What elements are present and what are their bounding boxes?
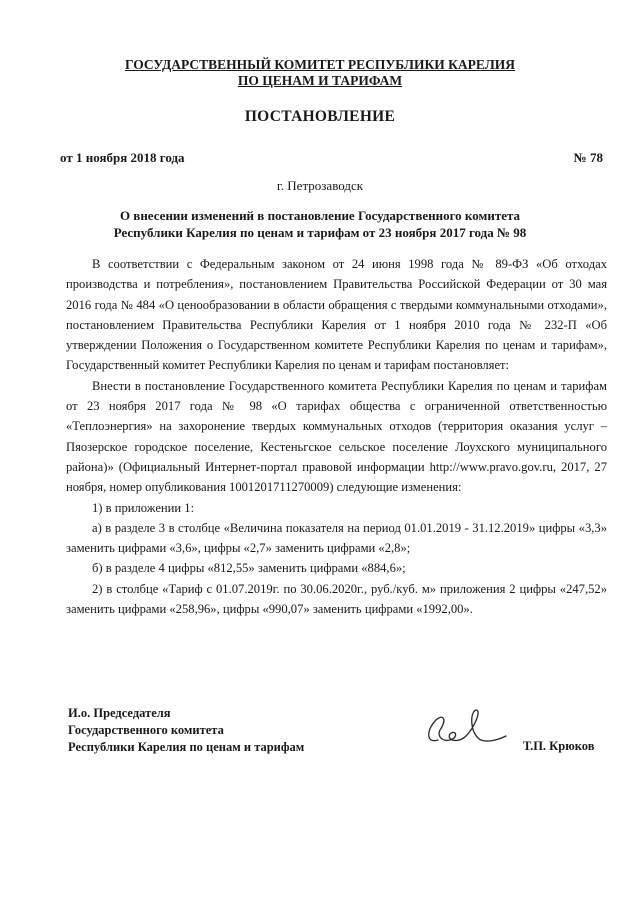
document-subject bbox=[0, 207, 640, 241]
body-item-1: 1) в приложении 1: bbox=[92, 500, 195, 515]
signatory-position-line-1: И.о. Председателя bbox=[68, 706, 171, 720]
document-date: от 1 ноября 2018 года bbox=[60, 150, 185, 165]
body-item-1b: б) в разделе 4 цифры «812,55» заменить цифрами «884,6»; bbox=[92, 561, 406, 576]
subject-line-2: Республики Карелия по ценам и тарифам от 23 ноября 2017 года № 98 bbox=[113, 225, 527, 240]
body-item-2: 2) в столбце «Тариф с 01.07.2019г. по 30.06.2020г., руб./куб. м» приложения 2 цифры «247,52» заменить цифрами «258,96», цифры «990,07» заменить цифрами «1992,00». bbox=[66, 581, 607, 617]
body-paragraph-preamble: В соответствии с Федеральным законом от 24 июня 1998 года № 89-ФЗ «Об отходах производства и потребления», постановлением Правительства Российской Федерации от 30 мая 2016 года № 484 «О ценообразовании в области обращения с твердыми коммунальными отходами», постановлением Правительства Республики Карелия от 1 ноября 2010 года № 232-П «Об утверждении Положения о Государственном комитете Республики Карелия по ценам и тарифам», Государственный комитет Республики Карелия по ценам и тарифам постановляет: bbox=[66, 257, 607, 373]
subject-line-1: О внесении изменений в постановление Государственного комитета bbox=[119, 208, 521, 223]
agency-name-line-1: ГОСУДАРСТВЕННЫЙ КОМИТЕТ РЕСПУБЛИКИ КАРЕЛИЯ bbox=[124, 57, 516, 72]
signatory-name: Т.П. Крюков bbox=[523, 739, 595, 753]
document-number: № 78 bbox=[573, 150, 603, 165]
signatory-position-line-3: Республики Карелия по ценам и тарифам bbox=[68, 740, 305, 754]
document-city: г. Петрозаводск bbox=[276, 178, 364, 193]
body-paragraph-resolution: Внести в постановление Государственного комитета Республики Карелия по ценам и тарифам от 23 ноября 2017 года № 98 «О тарифах общества с ограниченной ответственностью «Теплоэнергия» на захоронение твердых коммунальных отходов (территория оказания услуг – Пяозерское городское поселение, Кестеньгское сельское поселение Лоухского муниципального района)» (Официальный Интернет-портал правовой информации http://www.pravo.gov.ru, 2017, 27 ноября, номер опубликования 1001201711270009) следующие изменения: bbox=[66, 378, 607, 495]
body-item-1a: а) в разделе 3 в столбце «Величина показателя на период 01.01.2019 - 31.12.2019» цифры «3,3» заменить цифрами «3,6», цифры «2,7» заменить цифрами «2,8»; bbox=[66, 520, 607, 556]
signatory-position-line-2: Государственного комитета bbox=[68, 723, 224, 737]
signature-stroke bbox=[429, 710, 506, 741]
handwritten-signature bbox=[418, 700, 518, 760]
signatory-position bbox=[68, 705, 304, 756]
document-body bbox=[66, 254, 607, 619]
agency-name bbox=[0, 57, 640, 89]
document-type-title: ПОСТАНОВЛЕНИЕ bbox=[244, 108, 396, 125]
agency-name-line-2: ПО ЦЕНАМ И ТАРИФАМ bbox=[237, 73, 403, 88]
